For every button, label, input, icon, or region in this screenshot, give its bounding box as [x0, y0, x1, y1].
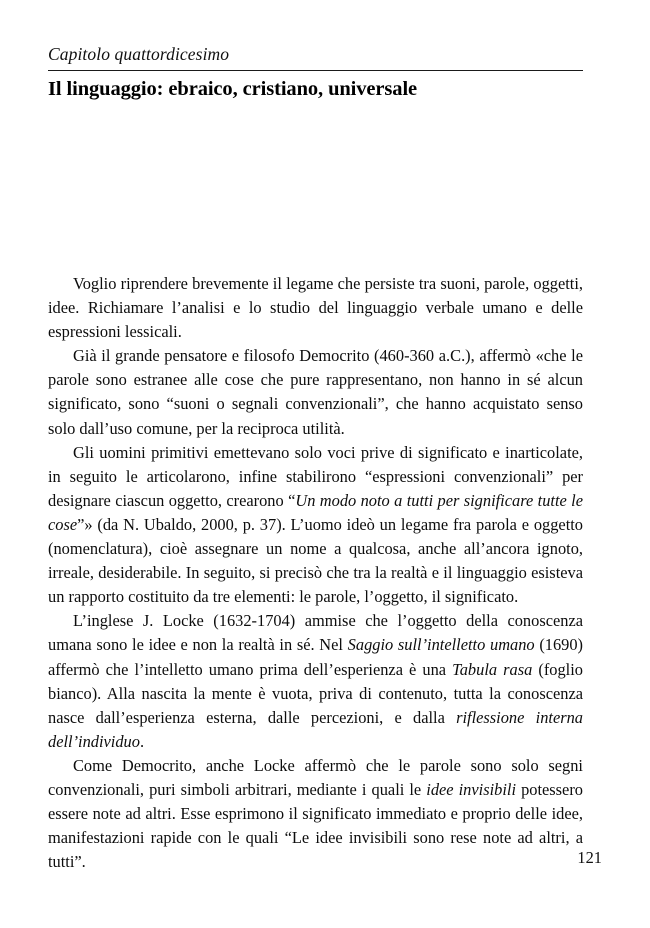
- header-divider: [48, 70, 583, 71]
- page-number: 121: [577, 847, 602, 867]
- chapter-header: [48, 44, 583, 101]
- italic-run: riflessione interna dell’individuo: [48, 707, 583, 751]
- paragraph: Gli uomini primitivi emettevano solo voci prive di significato e inarticolate, in seguito le articolarono, infine stabilirono “espressioni convenzionali” per designare ciascun oggetto, crearono “Un modo noto a tutti per significare tutte le cose”» (da N. Ubaldo, 2000, p. 37). L’uomo ideò un legame fra parola e oggetto (nomenclatura), cioè assegnare un nome a qualcosa, anche all’ancora ignoto, irreale, desiderabile. In seguito, si precisò che tra la realtà e il linguaggio esisteva un rapporto costituito da tre elementi: le parole, l’oggetto, il significato.: [48, 442, 583, 607]
- italic-run: idee invisibili: [426, 779, 516, 799]
- paragraph: L’inglese J. Locke (1632-1704) ammise che l’oggetto della conoscenza umana sono le idee e non la realtà in sé. Nel Saggio sull’intelletto umano (1690) affermò che l’intelletto umano prima dell’esperienza è una Tabula rasa (foglio bianco). Alla nascita la mente è vuota, priva di contenuto, tutta la conoscenza nasce dall’esperienza esterna, dalle percezioni, e dalla riflessione interna dell’individuo.: [48, 611, 584, 751]
- italic-run: Un modo noto a tutti per significare tutte le cose: [48, 490, 583, 534]
- italic-run: Saggio sull’intelletto umano: [347, 635, 535, 655]
- italic-run: Tabula rasa: [452, 659, 533, 679]
- paragraph: Già il grande pensatore e filosofo Democrito (460-360 a.C.), affermò «che le parole sono estranee alle cose che pure rappresentano, non hanno in sé alcun significato, sono “suoni o segnali convenzionali”, che hanno acquistato senso solo dall’uso comune, per la reciproca utilità.: [48, 346, 583, 438]
- chapter-eyebrow: Capitolo quattordicesimo: [48, 44, 230, 64]
- body-text-block: [48, 272, 583, 874]
- page-title: Il linguaggio: ebraico, cristiano, universale: [48, 77, 418, 100]
- paragraph: Voglio riprendere brevemente il legame che persiste tra suoni, parole, oggetti, idee. Richiamare l’analisi e lo studio del linguaggio verbale umano e delle espressioni lessicali.: [48, 274, 583, 342]
- paragraph: Come Democrito, anche Locke affermò che le parole sono solo segni convenzionali, puri simboli arbitrari, mediante i quali le idee invisibili potessero essere note ad altri. Esse esprimono il significato immediato e proprio delle idee, manifestazioni rapide con le quali “Le idee invisibili sono rese note ad altri, a tutti”.: [48, 755, 583, 872]
